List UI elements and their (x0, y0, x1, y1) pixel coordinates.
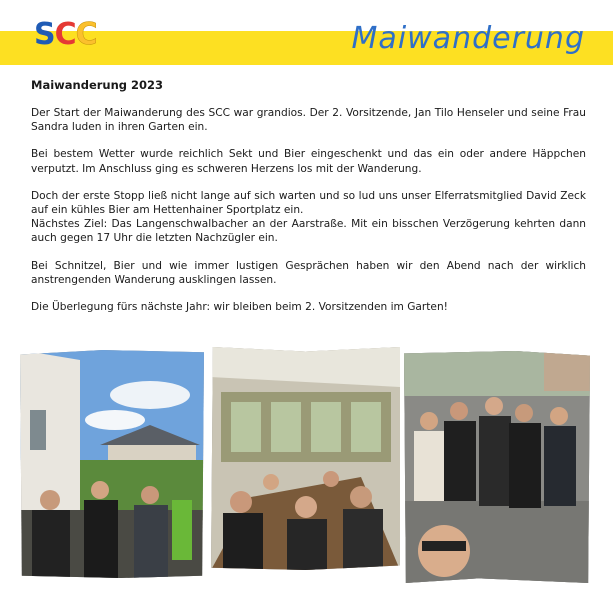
paragraph-weather: Bei bestem Wetter wurde reichlich Sekt und Bier eingeschenkt und das ein oder andere Häppchen verputzt. Im Anschluss ging es schweren Herzens los mit der Wanderung. (31, 148, 586, 175)
paragraph-next-year: Die Überlegung fürs nächste Jahr: wir bleiben beim 2. Vorsitzenden im Garten! (31, 301, 448, 314)
paragraph-first-stop: Doch der erste Stopp ließ nicht lange auf sich warten und so lud uns unser Elferratsmitglied David Zeck auf ein kühles Bier am Hettenhainer Sportplatz ein. (31, 189, 586, 217)
logo-letter-c2: C (75, 17, 97, 52)
scc-logo (34, 17, 97, 52)
article-heading: Maiwanderung 2023 (31, 78, 164, 92)
photo-garden (20, 350, 204, 578)
paragraph-evening: Bei Schnitzel, Bier und wie immer lustigen Gesprächen haben wir den Abend nach der wirklich anstrengenden Wanderung ausklingen lassen. (31, 259, 586, 286)
photo-group (404, 351, 590, 583)
photo-restaurant (211, 347, 400, 570)
logo-letter-s: S (34, 17, 55, 52)
article (31, 78, 586, 327)
page-title: Maiwanderung (351, 21, 585, 56)
paragraph-next-stop: Nächstes Ziel: Das Langenschwalbacher an der Aarstraße. Mit ein bisschen Verzögerung kehrten dann auch gegen 17 Uhr die letzten Nachzügler ein. (31, 218, 586, 245)
paragraph-start: Der Start der Maiwanderung des SCC war grandios. Der 2. Vorsitzende, Jan Tilo Henseler und seine Frau Sandra luden in ihren Garten ein. (31, 107, 586, 134)
logo-letter-c1: C (54, 17, 76, 52)
